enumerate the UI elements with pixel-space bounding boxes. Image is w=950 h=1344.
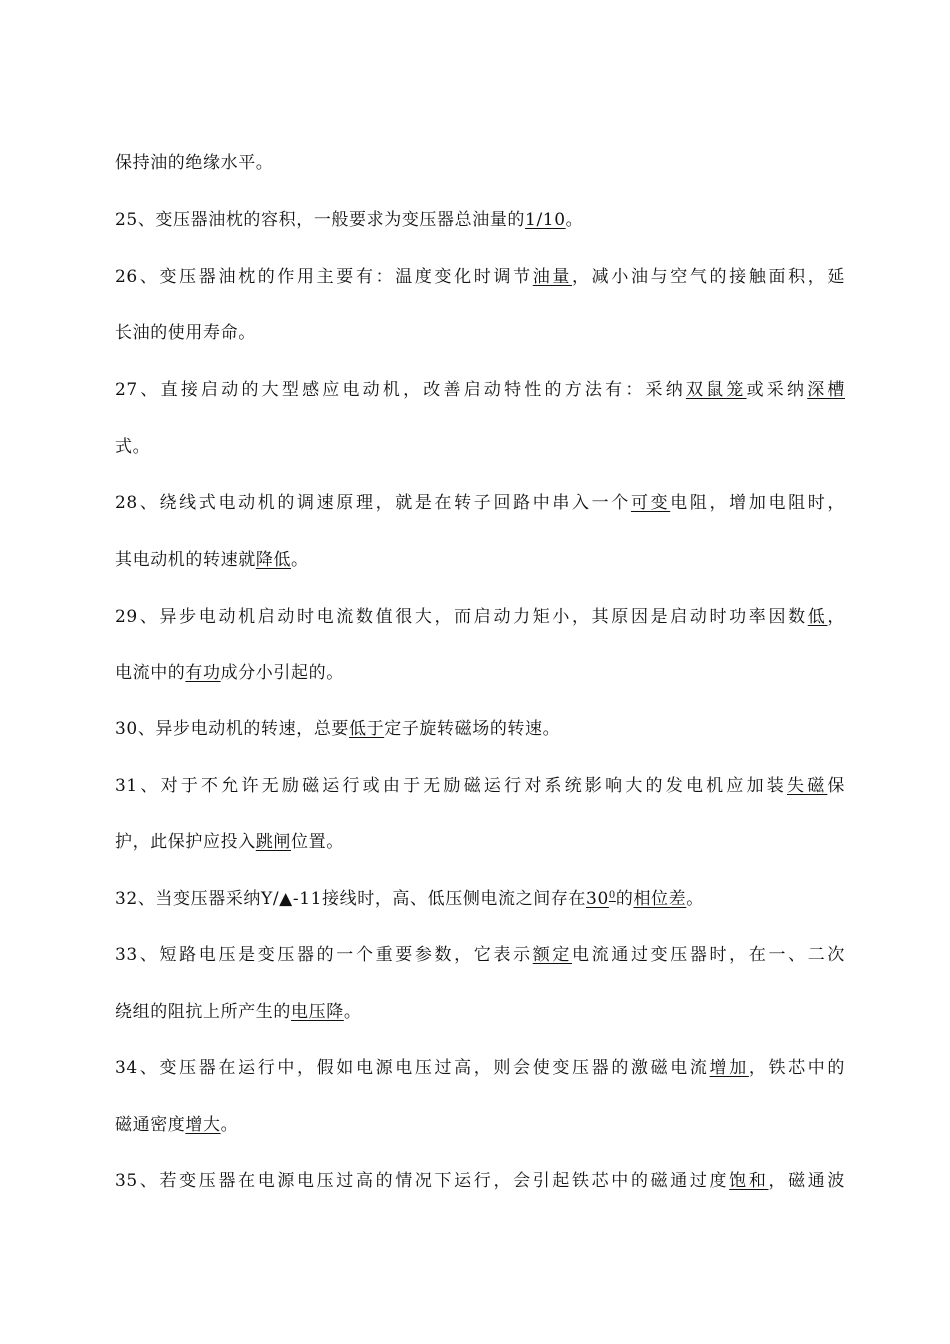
text-segment: 绕组的阻抗上所产生的	[115, 1002, 291, 1022]
text-segment: 。	[343, 1002, 362, 1022]
text-segment: 32、当变压器采纳Y/▲-11接线时，高、低压侧电流之间存在	[115, 889, 587, 909]
text-line	[115, 829, 845, 855]
text-segment: 26、变压器油枕的作用主要有：温度变化时调节	[115, 267, 533, 287]
text-segment: 29、异步电动机启动时电流数值很大，而启动力矩小，其原因是启动时功率因数	[115, 607, 808, 627]
text-segment: 电流通过变压器时，在一、二次	[572, 945, 845, 965]
text-line	[115, 942, 845, 968]
underlined-answer: 相位差	[633, 889, 687, 909]
text-line	[115, 886, 845, 912]
underlined-answer: 双鼠笼	[685, 380, 747, 400]
text-segment: 位置。	[291, 832, 344, 852]
text-segment: ，铁芯中的	[748, 1058, 846, 1078]
text-line	[115, 490, 845, 516]
superscript-text: 0	[608, 890, 616, 901]
text-segment: 34、变压器在运行中，假如电源电压过高，则会使变压器的激磁电流	[115, 1058, 710, 1078]
text-segment: ，减小油与空气的接触面积，延	[572, 267, 845, 287]
text-segment: 长油的使用寿命。	[115, 323, 256, 343]
text-segment: 护，此保护应投入	[115, 832, 256, 852]
underlined-answer: 增加	[709, 1058, 749, 1078]
underlined-answer: 低	[807, 607, 828, 627]
text-segment: 或采纳	[746, 380, 808, 400]
underlined-answer: 低于	[349, 719, 385, 739]
text-segment: 33、短路电压是变压器的一个重要参数，它表示	[115, 945, 533, 965]
text-segment: 28、绕线式电动机的调速原理，就是在转子回路中串入一个	[115, 493, 631, 513]
text-line	[115, 773, 845, 799]
text-line	[115, 1112, 845, 1138]
text-segment: 。	[686, 889, 704, 909]
text-line	[115, 207, 845, 233]
text-line	[115, 547, 845, 573]
text-segment: 电流中的	[115, 663, 186, 683]
text-line	[115, 1168, 845, 1194]
superscript	[609, 890, 616, 901]
underlined-answer: 可变	[630, 493, 671, 513]
text-line	[115, 264, 845, 290]
text-segment: 定子旋转磁场的转速。	[384, 719, 561, 739]
underlined-answer: 额定	[532, 945, 573, 965]
text-segment: 。	[220, 1115, 239, 1135]
underlined-answer: 30	[586, 889, 609, 909]
underlined-answer: 饱和	[729, 1171, 769, 1191]
text-line	[115, 604, 845, 630]
text-segment: ，磁通波	[768, 1171, 845, 1191]
text-segment: 30、异步电动机的转速，总要	[115, 719, 350, 739]
text-segment: 电阻，增加电阻时，	[670, 493, 845, 513]
underlined-answer: 跳闸	[255, 832, 292, 852]
text-line	[115, 320, 845, 346]
text-segment: 。	[291, 550, 309, 570]
text-segment: 31、对于不允许无励磁运行或由于无励磁运行对系统影响大的发电机应加装	[115, 776, 787, 796]
text-segment: 。	[565, 210, 584, 230]
text-segment: 保持油的绝缘水平。	[115, 153, 274, 173]
underlined-answer: 降低	[255, 550, 292, 570]
text-segment: 的	[615, 889, 634, 909]
text-line	[115, 377, 845, 403]
text-segment: 其电动机的转速就	[115, 550, 256, 570]
text-segment: 保	[827, 776, 846, 796]
text-segment: 27、直接启动的大型感应电动机，改善启动特性的方法有：采纳	[115, 380, 686, 400]
text-segment: 成分小引起的。	[220, 663, 344, 683]
text-line	[115, 999, 845, 1025]
underlined-answer: 有功	[185, 663, 221, 683]
text-segment: 式。	[115, 437, 151, 457]
text-line	[115, 716, 845, 742]
underlined-answer: 1/10	[525, 210, 566, 230]
underlined-answer: 失磁	[786, 776, 828, 796]
text-line	[115, 660, 845, 686]
text-segment: 25、变压器油枕的容积，一般要求为变压器总油量的	[115, 210, 526, 230]
text-line	[115, 434, 845, 460]
text-line	[115, 1055, 845, 1081]
text-segment: ，	[827, 607, 845, 627]
underlined-answer: 增大	[185, 1115, 221, 1135]
text-line	[115, 150, 845, 176]
underlined-answer: 深槽	[807, 380, 846, 400]
text-segment: 35、若变压器在电源电压过高的情况下运行，会引起铁芯中的磁通过度	[115, 1171, 730, 1191]
underlined-answer: 油量	[532, 267, 573, 287]
underlined-answer: 电压降	[291, 1002, 344, 1022]
text-segment: 磁通密度	[115, 1115, 186, 1135]
